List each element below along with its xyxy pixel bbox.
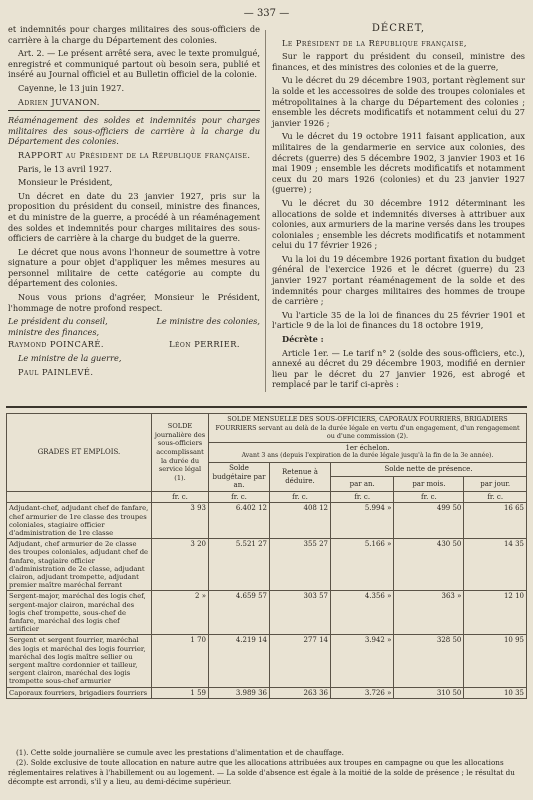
paragraph: Vu la loi du 19 décembre 1926 portant fixation du budget général de l'exercice 1926 et le décret (guerre) du 23 janvier 1927 portant réaménagement de la solde et des indemnités pour charges militaires des hommes de troupe de carrière ; (272, 253, 525, 307)
value-cell: 10 35 (464, 687, 527, 699)
value-cell: 1 70 (152, 635, 209, 687)
section-title: Réaménagement des soldes et indemnités pour charges militaires des sous-officiers de carrière à la charge du Département des colonies. (8, 115, 260, 147)
header-budgetaire: Solde budgétaire par an. (209, 462, 270, 491)
paragraph: Vu le décret du 29 décembre 1903, portant règlement sur la solde et les accessoires de solde des troupes coloniales et métropolitaines à la charge du Département des colonies ; ensemble les décrets modificatifs et notamment celui du 27 janvier 1926 ; (272, 75, 525, 128)
decrete-label: Décrète : (282, 334, 324, 345)
header-journaliere: SOLDE journalière des sous-officiers accomplissant la durée du service légal (1). (152, 414, 209, 492)
value-cell: 10 95 (464, 635, 527, 687)
paragraph: Vu le décret du 30 décembre 1912 déterminant les allocations de solde et indemnités diverses à attribuer aux colonies, aux armuriers de la marine versés dans les troupes coloniales ; ensemble les décrets modificatifs et notamment celui du 17 février 1926 ; (272, 197, 525, 251)
decree-intro: Le Président de la République française, (282, 37, 467, 48)
value-cell: 4.659 57 (209, 591, 270, 635)
header-nette: Solde nette de présence. (331, 462, 527, 476)
header-par-jour: par jour. (464, 477, 527, 491)
value-cell: 3.942 » (331, 635, 394, 687)
header-echelon (209, 442, 527, 462)
paragraph: Vu l'article 35 de la loi de finances du 25 février 1901 et l'article 9 de la loi de finances du 18 octobre 1919, (272, 309, 525, 331)
header-retenue: Retenue à déduire. (270, 462, 331, 491)
value-cell: 408 12 (270, 503, 331, 539)
value-cell: 277 14 (270, 635, 331, 687)
header-mensuelle: SOLDE MENSUELLE DES SOUS-OFFICIERS, CAPORAUX FOURRIERS, BRIGADIERS FOURRIERS servant au delà de la durée légale en vertu d'un engagement, d'un rengagement ou d'une commission (2). (209, 414, 527, 443)
signature-title: Le ministre de la guerre, (18, 353, 122, 364)
value-cell: 3.989 36 (209, 687, 270, 699)
paragraph: Le décret que nous avons l'honneur de soumettre à votre signature a pour objet d'appliquer les mêmes mesures au personnel militaire de cette catégorie au compte du département des colonies. (8, 246, 260, 289)
paragraph: Un décret en date du 23 janvier 1927, pris sur la proposition du président du conseil, ministre des finances, et du ministre de la guerre, a procédé à un réaménagement des soldes et indemnités pour charges militaires des sous-officiers de carrière à la charge du budget de la guerre. (8, 190, 260, 244)
value-cell: 328 50 (394, 635, 464, 687)
table-row (7, 503, 527, 539)
footnote: (1). Cette solde journalière se cumule avec les prestations d'alimentation et de chauffage. (16, 748, 344, 757)
table-row (7, 539, 527, 591)
header-par-an: par an. (331, 477, 394, 491)
value-cell: 303 57 (270, 591, 331, 635)
pay-table (6, 413, 527, 699)
value-cell: 14 35 (464, 539, 527, 591)
table-row (7, 635, 527, 687)
value-cell: 355 27 (270, 539, 331, 591)
table-header-row (7, 414, 527, 443)
grade-cell: Sergent et sergent fourrier, maréchal des logis et maréchal des logis fourrier, maréchal des logis maître sellier ou sergent maître cordonnier et tailleur, sergent clairon, maréchal des logis trompette sous-chef armurier (7, 635, 152, 687)
footnotes (8, 748, 525, 788)
paragraph: Article 1er. — Le tarif n° 2 (solde des sous-officiers, etc.), annexé au décret du 29 décembre 1903, modifié en dernier lieu par le décret du 27 janvier 1926, est abrogé et remplacé par le tarif ci-après : (272, 347, 525, 390)
value-cell: 4.219 14 (209, 635, 270, 687)
echelon-sub: Avant 3 ans (depuis l'expiration de la durée légale jusqu'à la fin de la 3e année). (241, 452, 494, 460)
value-cell: 310 50 (394, 687, 464, 699)
signature: Adrien JUVANON. (18, 96, 100, 107)
grade-cell: Adjudant-chef, adjudant chef de fanfare, chef armurier de 1re classe des troupes coloniales, stagiaire officier d'administration de 1re classe (7, 503, 152, 539)
units-cell: fr. c. (331, 491, 394, 503)
value-cell: 5.521 27 (209, 539, 270, 591)
grade-cell: Sergent-major, maréchal des logis chef, sergent-major clairon, maréchal des logis chef trompette, sous-chef de fanfare, maréchal des logis chef artificier (7, 591, 152, 635)
signature-title: Le ministre des colonies, (156, 316, 260, 327)
report-heading: RAPPORT au Président de la République française. (18, 149, 251, 160)
units-cell: fr. c. (152, 491, 209, 503)
report-date: Paris, le 13 avril 1927. (18, 163, 112, 174)
left-column (8, 24, 260, 380)
value-cell: 363 » (394, 591, 464, 635)
divider (8, 110, 260, 111)
paragraph: Sur le rapport du président du conseil, ministre des finances, et des ministres des colonies et de la guerre, (272, 51, 525, 72)
grade-cell: Caporaux fourriers, brigadiers fourriers (7, 687, 152, 699)
paragraph: Vu le décret du 19 octobre 1911 faisant application, aux militaires de la gendarmerie en service aux colonies, des décrets (guerre) des 5 décembre 1902, 3 janvier 1903 et 16 mai 1909 ; ensemble les décrets modificatifs et notamment ceux du 20 mars 1926 (colonies) et du 23 janvier 1927 (guerre) ; (272, 131, 525, 195)
units-cell: fr. c. (394, 491, 464, 503)
units-row (7, 491, 527, 503)
value-cell: 1 59 (152, 687, 209, 699)
right-column (272, 24, 525, 393)
value-cell: 499 50 (394, 503, 464, 539)
value-cell: 5.166 » (331, 539, 394, 591)
value-cell: 4.356 » (331, 591, 394, 635)
page-number: — 337 — (243, 8, 290, 19)
grade-cell: Adjudant, chef armurier de 2e classe des troupes coloniales, adjudant chef de fanfare, stagiaire officier d'administration de 2e classe, adjudant clairon, adjudant trompette, adjudant premier maître maréchal ferrant (7, 539, 152, 591)
value-cell: 5.994 » (331, 503, 394, 539)
signature-name: Raymond POINCARÉ. (8, 339, 104, 350)
column-divider (265, 30, 266, 392)
signature-name: Léon PERRIER. (169, 339, 240, 350)
salutation: Monsieur le Président, (18, 177, 113, 188)
value-cell: 430 50 (394, 539, 464, 591)
date-line: Cayenne, le 13 juin 1927. (18, 82, 125, 93)
value-cell: 3 20 (152, 539, 209, 591)
table-row (7, 591, 527, 635)
value-cell: 263 36 (270, 687, 331, 699)
value-cell: 3.726 » (331, 687, 394, 699)
header-grades: GRADES ET EMPLOIS. (7, 414, 152, 492)
value-cell: 12 10 (464, 591, 527, 635)
decree-heading: DÉCRET, (371, 23, 426, 34)
paragraph: et indemnités pour charges militaires des sous-officiers de carrière à la charge du Département des colonies. (8, 24, 260, 45)
units-cell: fr. c. (209, 491, 270, 503)
footnote: (2). Solde exclusive de toute allocation en nature autre que les allocations attribuées aux troupes en campagne ou que les allocations réglementaires relatives à l'habillement ou au logement. — La solde d'absence est égale à la moitié de la solde de présence ; le résultat du décompte est arrondi, s'il y a lieu, au demi-décime supérieur. (8, 758, 515, 787)
signature-title: Le président du conseil, ministre des finances, (8, 316, 108, 337)
paragraph: Nous vous prions d'agréer, Monsieur le Président, l'hommage de notre profond respect. (8, 292, 260, 313)
table-top-rule (6, 406, 527, 408)
units-cell: fr. c. (270, 491, 331, 503)
signature-names (8, 339, 260, 350)
signature-name: Paul PAINLEVÉ. (18, 366, 94, 377)
value-cell: 6.402 12 (209, 503, 270, 539)
header-par-mois: par mois. (394, 477, 464, 491)
value-cell: 16 65 (464, 503, 527, 539)
signature-block (8, 316, 260, 337)
table-row (7, 687, 527, 699)
units-cell: fr. c. (464, 491, 527, 503)
units-cell (7, 491, 152, 503)
value-cell: 3 93 (152, 503, 209, 539)
paragraph: Art. 2. — Le présent arrêté sera, avec le texte promulgué, enregistré et communiqué partout où besoin sera, publié et inséré au Journal officiel et au Bulletin officiel de la colonie. (8, 48, 260, 80)
value-cell: 2 » (152, 591, 209, 635)
echelon-label: 1er échelon. (345, 443, 390, 452)
